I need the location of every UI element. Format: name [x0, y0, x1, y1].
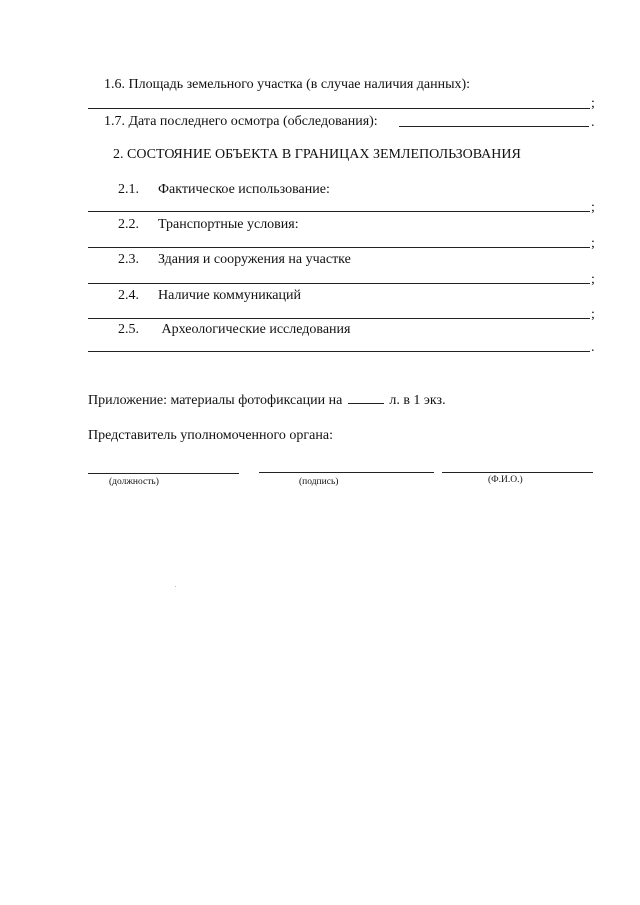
- item-2-5-end: .: [591, 340, 595, 355]
- signature-line[interactable]: [259, 472, 434, 473]
- item-2-5-label: [118, 322, 350, 338]
- item-text: Транспортные условия:: [158, 217, 299, 232]
- item-2-4-end: ;: [591, 307, 595, 322]
- scan-speck: [175, 586, 176, 587]
- item-1-7-answer-line[interactable]: [399, 126, 589, 127]
- item-text: Фактическое использование:: [158, 182, 330, 197]
- item-text: Здания и сооружения на участке: [158, 252, 351, 267]
- item-2-2-end: ;: [591, 236, 595, 251]
- item-2-2-label: [118, 217, 299, 233]
- item-2-1-answer-line[interactable]: [88, 211, 590, 212]
- appendix-suffix: л. в 1 экз.: [389, 393, 446, 408]
- item-1-7-label: 1.7. Дата последнего осмотра (обследования):: [104, 114, 378, 129]
- name-line[interactable]: [442, 472, 593, 473]
- item-number: 2.2.: [118, 217, 139, 232]
- item-number: 2.5.: [118, 322, 139, 337]
- item-2-4-label: [118, 288, 301, 304]
- item-2-2-answer-line[interactable]: [88, 247, 590, 248]
- name-caption: (Ф.И.О.): [488, 475, 523, 485]
- position-caption: (должность): [109, 477, 159, 487]
- item-2-4-answer-line[interactable]: [88, 318, 590, 319]
- item-1-6-answer-line[interactable]: [88, 108, 590, 109]
- item-number: 2.4.: [118, 288, 139, 303]
- item-text: Наличие коммуникаций: [158, 288, 301, 303]
- item-2-3-answer-line[interactable]: [88, 283, 590, 284]
- position-line[interactable]: [88, 473, 239, 474]
- item-2-1-label: [118, 182, 330, 198]
- item-2-3-end: ;: [591, 272, 595, 287]
- item-2-5-answer-line[interactable]: [88, 351, 590, 352]
- representative-label: Представитель уполномоченного органа:: [88, 428, 333, 443]
- signature-caption: (подпись): [299, 477, 339, 487]
- item-1-6-label: 1.6. Площадь земельного участка (в случае наличия данных):: [104, 77, 471, 92]
- item-1-7-end: .: [591, 115, 595, 130]
- section-2-heading: 2. СОСТОЯНИЕ ОБЪЕКТА В ГРАНИЦАХ ЗЕМЛЕПОЛЬЗОВАНИЯ: [113, 147, 521, 162]
- item-2-3-label: [118, 252, 351, 268]
- item-1-6-end: ;: [591, 96, 595, 111]
- sheet-count-blank[interactable]: [348, 392, 384, 404]
- appendix-line: [88, 392, 446, 409]
- appendix-prefix: Приложение: материалы фотофиксации на: [88, 393, 343, 408]
- item-number: 2.3.: [118, 252, 139, 267]
- item-text: Археологические исследования: [158, 322, 351, 337]
- item-2-1-end: ;: [591, 200, 595, 215]
- item-number: 2.1.: [118, 182, 139, 197]
